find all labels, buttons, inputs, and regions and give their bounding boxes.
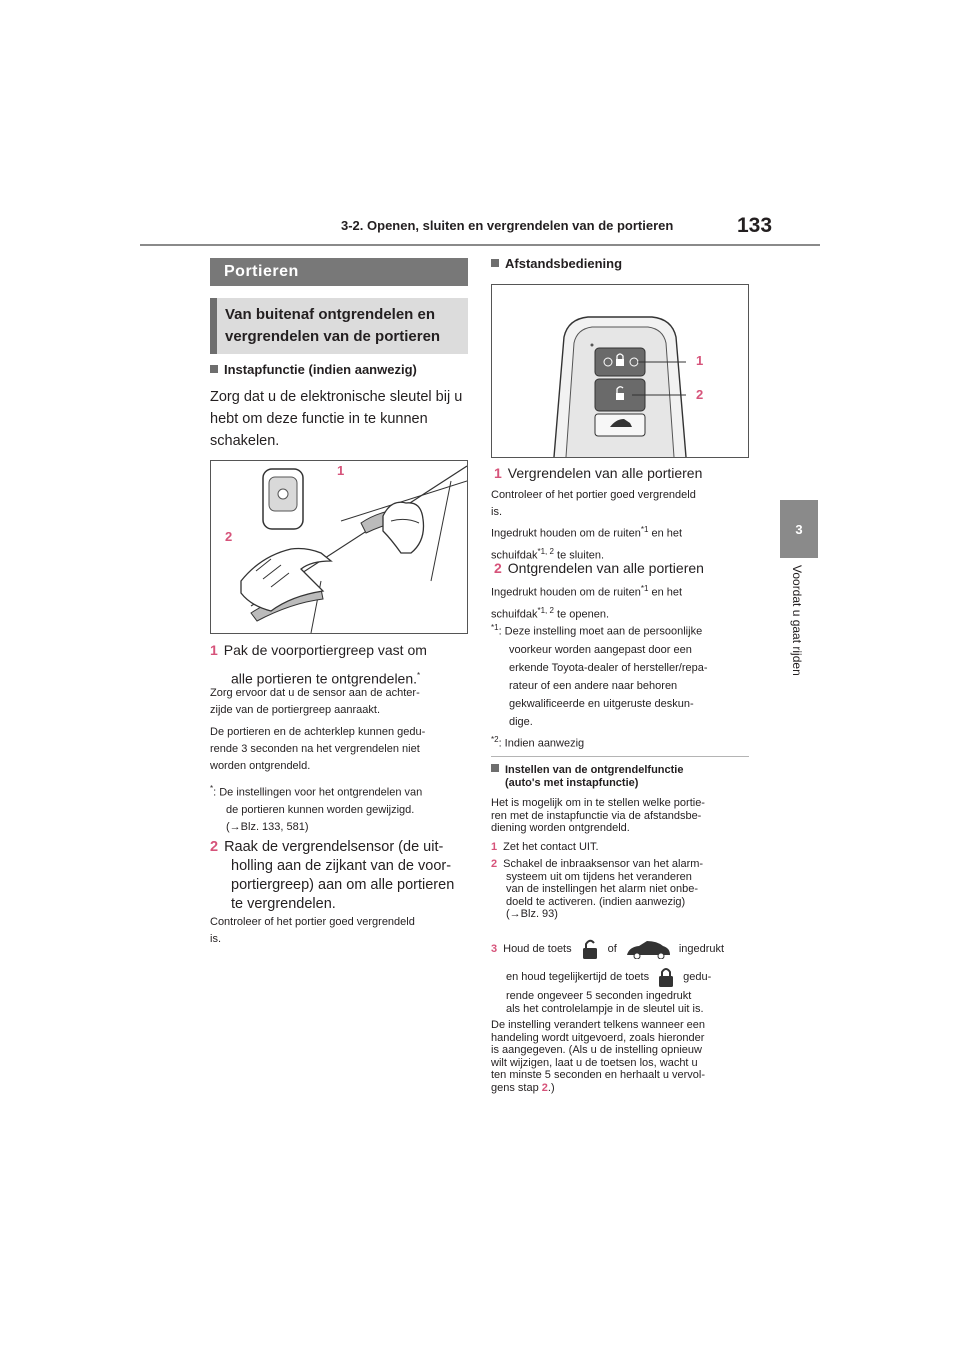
square-bullet-icon [210, 365, 218, 373]
step-text: van de instellingen het alarm niet onbe- [506, 883, 699, 895]
text-line: De instelling verandert telkens wanneer een [491, 1019, 706, 1031]
footnote-ref: *1, 2 [537, 605, 554, 615]
step-text: als het controlelampje in de sleutel uit is. [506, 1002, 704, 1015]
lock-button-icon [657, 966, 675, 988]
text-line: handeling wordt uitgevoerd, zoals hieronder [491, 1031, 705, 1044]
text-line: en het [648, 586, 683, 599]
instellen-step-1 [491, 841, 599, 854]
section-divider [491, 756, 749, 757]
text-line: schakelen. [210, 433, 280, 449]
remote-figure [491, 284, 749, 458]
footnote-mark: * [210, 784, 214, 793]
step-text: Raak de vergrendelsensor (de uit- [224, 839, 444, 855]
step-text: Zet het contact UIT. [503, 841, 599, 853]
text-line: schuifdak [491, 549, 538, 562]
square-bullet-icon [491, 259, 499, 267]
text-line: Zorg dat u de elektronische sleutel bij u [210, 389, 463, 405]
text-line: is aangegeven. (Als u de instelling opnieuw [491, 1044, 702, 1056]
chapter-number: 3 [795, 521, 803, 537]
instellen-step-3 [491, 938, 761, 1015]
text-line: voorkeur worden aangepast door een [509, 643, 692, 656]
chapter-tab[interactable] [780, 500, 818, 558]
footnote-mark: *1 [491, 623, 499, 632]
remote-step-1-notes [491, 487, 696, 564]
step-text: en houd tegelijkertijd de toets [506, 971, 650, 983]
step-1-notes [210, 685, 425, 775]
chapter-title: Voordat u gaat rijden [790, 565, 804, 676]
step-text: ingedrukt [678, 943, 725, 955]
text-line: Het is mogelijk om in te stellen welke portie- [491, 797, 705, 809]
step-text: holling aan de zijkant van de voor- [231, 858, 452, 874]
figure-callout-1: 1 [696, 353, 704, 368]
step-2-note [210, 914, 415, 948]
afstand-title: Afstandsbediening [491, 256, 622, 271]
text-line: gens stap [491, 1081, 542, 1094]
square-bullet-icon [491, 764, 499, 772]
step-text: portiergreep) aan om alle portieren [231, 877, 455, 893]
text-line: te openen. [553, 608, 610, 621]
key-fob-illustration [492, 285, 748, 457]
instellen-title [491, 764, 683, 790]
step-number: 2 [210, 839, 219, 855]
text-line: worden ontgrendeld. [210, 760, 311, 772]
text-line: is. [210, 933, 221, 945]
footnote-ref: *1 [640, 525, 649, 534]
footnote-ref: * [417, 671, 421, 680]
text-line: hebt om deze functie in te kunnen [210, 411, 428, 427]
figure-callout-2: 2 [696, 387, 704, 402]
text-line: De portieren en de achterklep kunnen gedu- [210, 726, 426, 738]
step-text: gedu- [683, 971, 712, 983]
text-line: schuifdak [491, 608, 538, 621]
step-text: Ontgrendelen van alle portieren [507, 560, 704, 576]
remote-step-1 [494, 463, 702, 484]
text-line: dige. [509, 715, 533, 728]
page-reference[interactable]: (→Blz. 93) [506, 908, 558, 920]
hand-door-illustration [211, 461, 467, 633]
figure-callout-2: 2 [225, 529, 233, 544]
subheading-line-2: vergrendelen van de portieren [225, 328, 441, 345]
step-text: Pak de voorportiergreep vast om [223, 642, 427, 658]
step-text: rende ongeveer 5 seconden ingedrukt [506, 990, 692, 1002]
step-reference: 2 [541, 1081, 548, 1094]
step-number: 2 [494, 560, 502, 576]
remote-step-2-notes [491, 580, 682, 623]
subheading-unlock-lock [210, 298, 468, 354]
text-line: gekwalificeerde en uitgeruste deskun- [509, 697, 694, 710]
footnotes-right [491, 619, 708, 752]
text-line: .) [547, 1081, 555, 1094]
step-number: 1 [491, 841, 498, 853]
text-line: Zorg ervoor dat u de sensor aan de achter- [210, 687, 420, 699]
step-text: alle portieren te ontgrendelen. [231, 670, 418, 687]
text-line: ten minste 5 seconden en herhaalt u vervol- [491, 1069, 706, 1081]
step-number: 1 [210, 642, 218, 658]
footnote-ref: *1, 2 [537, 546, 554, 556]
text-line: ren met de instapfunctie via de afstandsbe- [491, 809, 702, 822]
page-number: 133 [737, 214, 773, 237]
step-text: of [607, 943, 617, 955]
text-line: rateur of een andere naar behoren [509, 679, 678, 692]
instap-title: Instapfunctie (indien aanwezig) [210, 362, 417, 377]
instellen-closing [491, 1019, 705, 1094]
step-text: te vergrendelen. [231, 896, 336, 912]
title-line: (auto's met instapfunctie) [505, 777, 639, 789]
step-number: 1 [494, 465, 502, 481]
footnote-mark: *2 [491, 734, 499, 744]
section-title: 3-2. Openen, sluiten en vergrendelen van de portieren [341, 218, 674, 233]
page-reference[interactable]: (→Blz. 133, 581) [226, 820, 309, 833]
text-line: is. [491, 506, 502, 518]
title-line: Instellen van de ontgrendelfunctie [505, 764, 684, 776]
trunk-button-icon [625, 939, 671, 959]
text-line: te sluiten. [553, 549, 605, 562]
footnote-star [210, 780, 422, 836]
text-line: rende 3 seconden na het vergrendelen niet [210, 743, 420, 755]
text-line: diening worden ontgrendeld. [491, 822, 630, 834]
text-line: : De instellingen voor het ontgrendelen van [213, 786, 423, 799]
instellen-step-2 [491, 858, 703, 921]
instellen-intro [491, 797, 705, 835]
step-text: Schakel de inbraaksensor van het alarm- [503, 858, 704, 870]
text-line: : Indien aanwezig [498, 737, 585, 750]
text-line: erkende Toyota-dealer of hersteller/repa- [509, 661, 708, 674]
text-line: Controleer of het portier goed vergrendeld [491, 489, 696, 501]
text-line: Ingedrukt houden om de ruiten [491, 527, 641, 540]
text-line: zijde van de portiergreep aanraakt. [210, 704, 380, 716]
step-number: 2 [491, 858, 498, 870]
subheading-line-1: Van buitenaf ontgrendelen en [225, 306, 436, 323]
footnote-ref: *1 [640, 584, 649, 593]
heading-portieren: Portieren [210, 258, 468, 286]
door-handle-figure [210, 460, 468, 634]
instap-body [210, 386, 462, 452]
text-line: Ingedrukt houden om de ruiten [491, 586, 641, 599]
text-line: Controleer of het portier goed vergrendeld [210, 916, 415, 928]
text-line: en het [648, 527, 683, 540]
step-text: systeem uit om tijdens het veranderen [506, 870, 692, 883]
step-1 [210, 640, 427, 690]
step-number: 3 [491, 943, 498, 955]
remote-step-2 [494, 558, 704, 579]
unlock-button-icon [580, 938, 600, 960]
step-text: Vergrendelen van alle portieren [507, 465, 703, 481]
header-rule [140, 244, 820, 246]
text-line: de portieren kunnen worden gewijzigd. [226, 803, 415, 816]
figure-callout-1: 1 [337, 463, 345, 478]
step-text: doeld te activeren. (indien aanwezig) [506, 895, 686, 908]
step-text: Houd de toets [503, 943, 572, 955]
step-2 [210, 838, 454, 914]
text-line: : Deze instelling moet aan de persoonlijke [498, 625, 703, 638]
text-line: wilt wijzigen, laat u de toetsen los, wacht u [491, 1056, 698, 1069]
